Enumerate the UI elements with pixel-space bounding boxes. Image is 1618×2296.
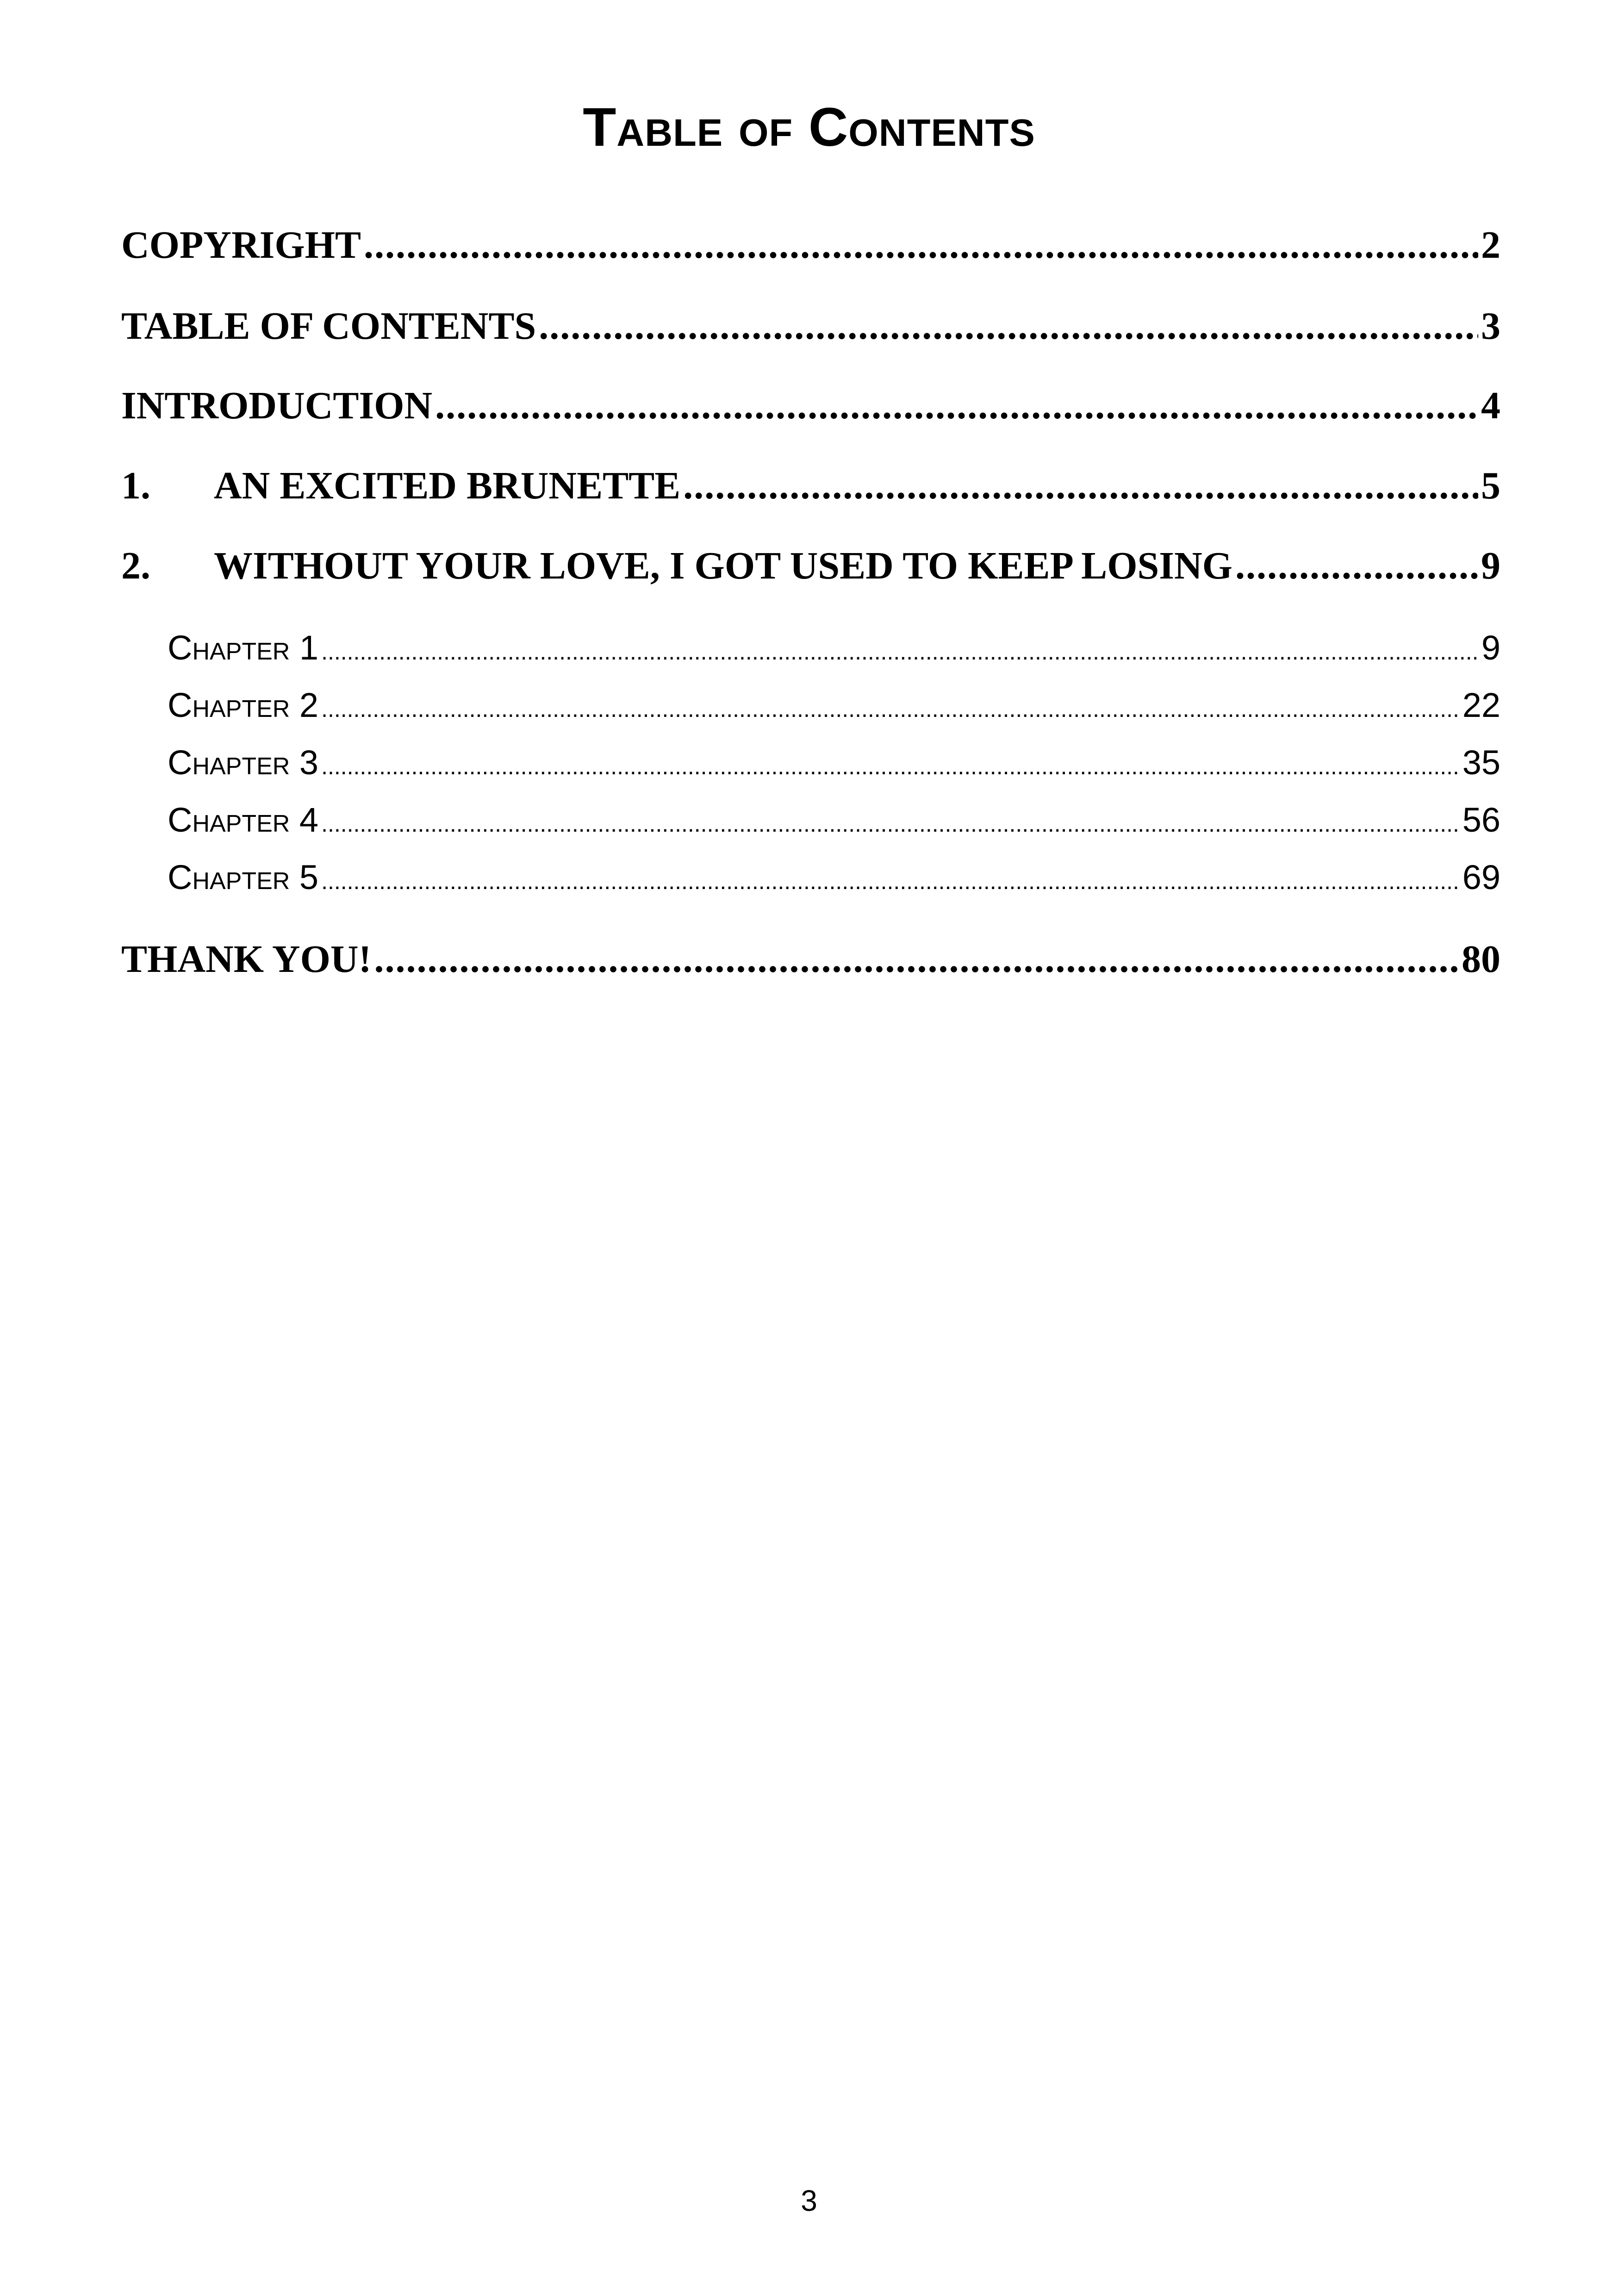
toc-leader-dots <box>435 380 1478 431</box>
toc-leader-dots <box>321 744 1460 789</box>
toc-chapter-label: Chapter 2 <box>168 686 319 724</box>
toc-chapter-5[interactable] <box>168 855 1500 903</box>
toc-leader-dots <box>1235 541 1478 591</box>
toc-chapter-page: 9 <box>1481 628 1500 667</box>
toc-entry-label: AN EXCITED BRUNETTE <box>214 464 681 507</box>
toc-entry-table-of-contents[interactable] <box>121 301 1500 352</box>
toc-leader-dots <box>321 859 1460 903</box>
toc-leader-dots <box>539 301 1478 352</box>
toc-leader-dots <box>683 460 1478 511</box>
toc-entry-number: 1. <box>121 464 150 507</box>
toc-entry-page: 3 <box>1481 305 1500 348</box>
toc-entry-page: 80 <box>1462 938 1500 981</box>
toc-entry-label: TABLE OF CONTENTS <box>121 305 536 348</box>
page-title: Table of Contents <box>583 97 1035 158</box>
page-number: 3 <box>801 2184 817 2217</box>
toc-chapter-label: Chapter 5 <box>168 858 319 896</box>
toc-chapter-page: 35 <box>1462 743 1500 782</box>
toc-entry-label: WITHOUT YOUR LOVE, I GOT USED TO KEEP LOSING <box>214 544 1232 587</box>
toc-leader-dots <box>364 220 1478 271</box>
toc-chapter-1[interactable] <box>168 626 1500 674</box>
toc-chapter-3[interactable] <box>168 740 1500 789</box>
toc-entry-number: 2. <box>121 544 150 587</box>
toc-entry-page: 2 <box>1481 224 1500 267</box>
toc-entry-label: COPYRIGHT <box>121 224 361 267</box>
toc-entry-label: INTRODUCTION <box>121 384 433 427</box>
toc-chapter-label: Chapter 1 <box>168 628 319 667</box>
toc-chapter-page: 69 <box>1462 858 1500 896</box>
toc-leader-dots <box>321 802 1460 846</box>
toc-chapter-label: Chapter 3 <box>168 743 319 782</box>
toc-entry-copyright[interactable] <box>121 220 1500 271</box>
toc-entry-thank-you[interactable] <box>121 934 1500 985</box>
toc-entry-an-excited-brunette[interactable] <box>121 460 1500 511</box>
toc-leader-dots <box>374 934 1459 985</box>
toc-leader-dots <box>321 687 1460 731</box>
toc-entry-page: 5 <box>1481 464 1500 507</box>
toc-chapter-label: Chapter 4 <box>168 801 319 839</box>
toc-entry-page: 9 <box>1481 544 1500 587</box>
toc-chapter-4[interactable] <box>168 798 1500 846</box>
toc-entry-label: THANK YOU! <box>121 938 372 981</box>
toc-chapter-page: 22 <box>1462 686 1500 724</box>
toc-entry-without-your-love[interactable] <box>121 541 1500 591</box>
toc-entry-introduction[interactable] <box>121 380 1500 431</box>
toc-leader-dots <box>321 629 1479 674</box>
toc-chapter-2[interactable] <box>168 683 1500 731</box>
toc-entry-page: 4 <box>1481 384 1500 427</box>
toc-chapter-page: 56 <box>1462 801 1500 839</box>
